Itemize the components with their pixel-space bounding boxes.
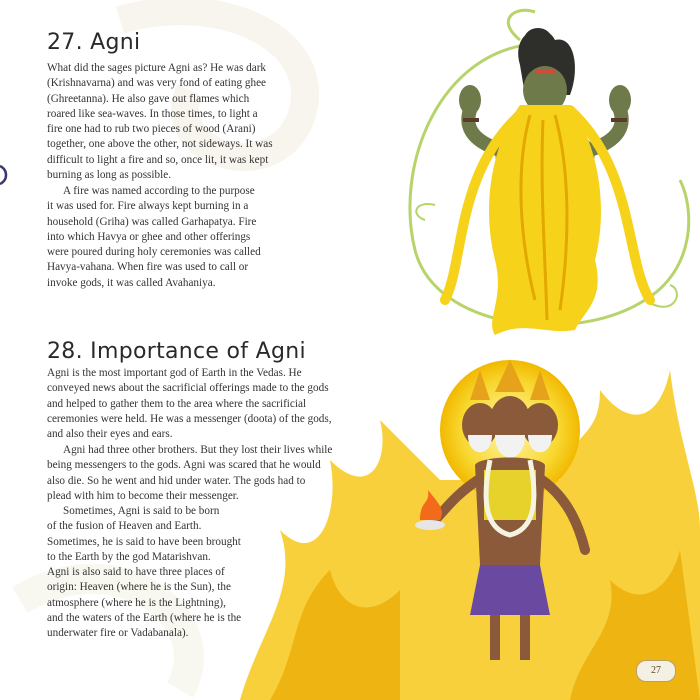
section-27-paragraph-1: What did the sages picture Agni as? He was dark (Krishnavarna) and was very fond of eating ghee (Ghreetanna). He also gave out flames which roared like sea-waves. In those times, to light a fire one had to rub two pieces of wood (Arani) together, one above the other, not sideways. It was difficult to light a fire and so, once lit, it was kept burning as long as possible. — [47, 62, 273, 182]
section-28-paragraph-3: Sometimes, Agni is said to be born of the fusion of Heaven and Earth. Sometimes, he is said to have been brought to the Earth by the god Matarishvan. Agni is also said to have three places of origin: Heaven (where he is the Sun), the atmosphere (where he is the Lightning), and the waters of the Earth (where he is the underwater fire or Vadabanala). — [47, 505, 242, 640]
page-edge-mark — [0, 160, 8, 190]
section-27-heading: 27. Agni — [47, 30, 141, 55]
section-27-paragraph-2: A fire was named according to the purpose it was used for. Fire always kept burning in a household (Griha) was called Garhapatya. Fire into which Havya or ghee and other offerings were poured during holy ceremonies was called Havya-vahana. When fire was used to call or invoke gods, it was called Avahaniya. — [47, 185, 261, 289]
section-28-paragraph-2: Agni had three other brothers. But they lost their lives while being messengers to the gods. Agni was scared that he would also die. So he went and hid under water. The gods had to plead with him to become their messenger. — [47, 444, 333, 502]
section-28-paragraph-1: Agni is the most important god of Earth in the Vedas. He conveyed news about the sacrificial offerings made to the gods and helped to gather them to the area where the sacrificial ceremonies were held. He was a messenger (doota) of the gods, and also their eyes and ears. — [47, 367, 332, 441]
section-28-heading: 28. Importance of Agni — [47, 339, 306, 364]
page-number-badge: 27 — [636, 660, 676, 682]
agni-illustration — [375, 0, 700, 340]
